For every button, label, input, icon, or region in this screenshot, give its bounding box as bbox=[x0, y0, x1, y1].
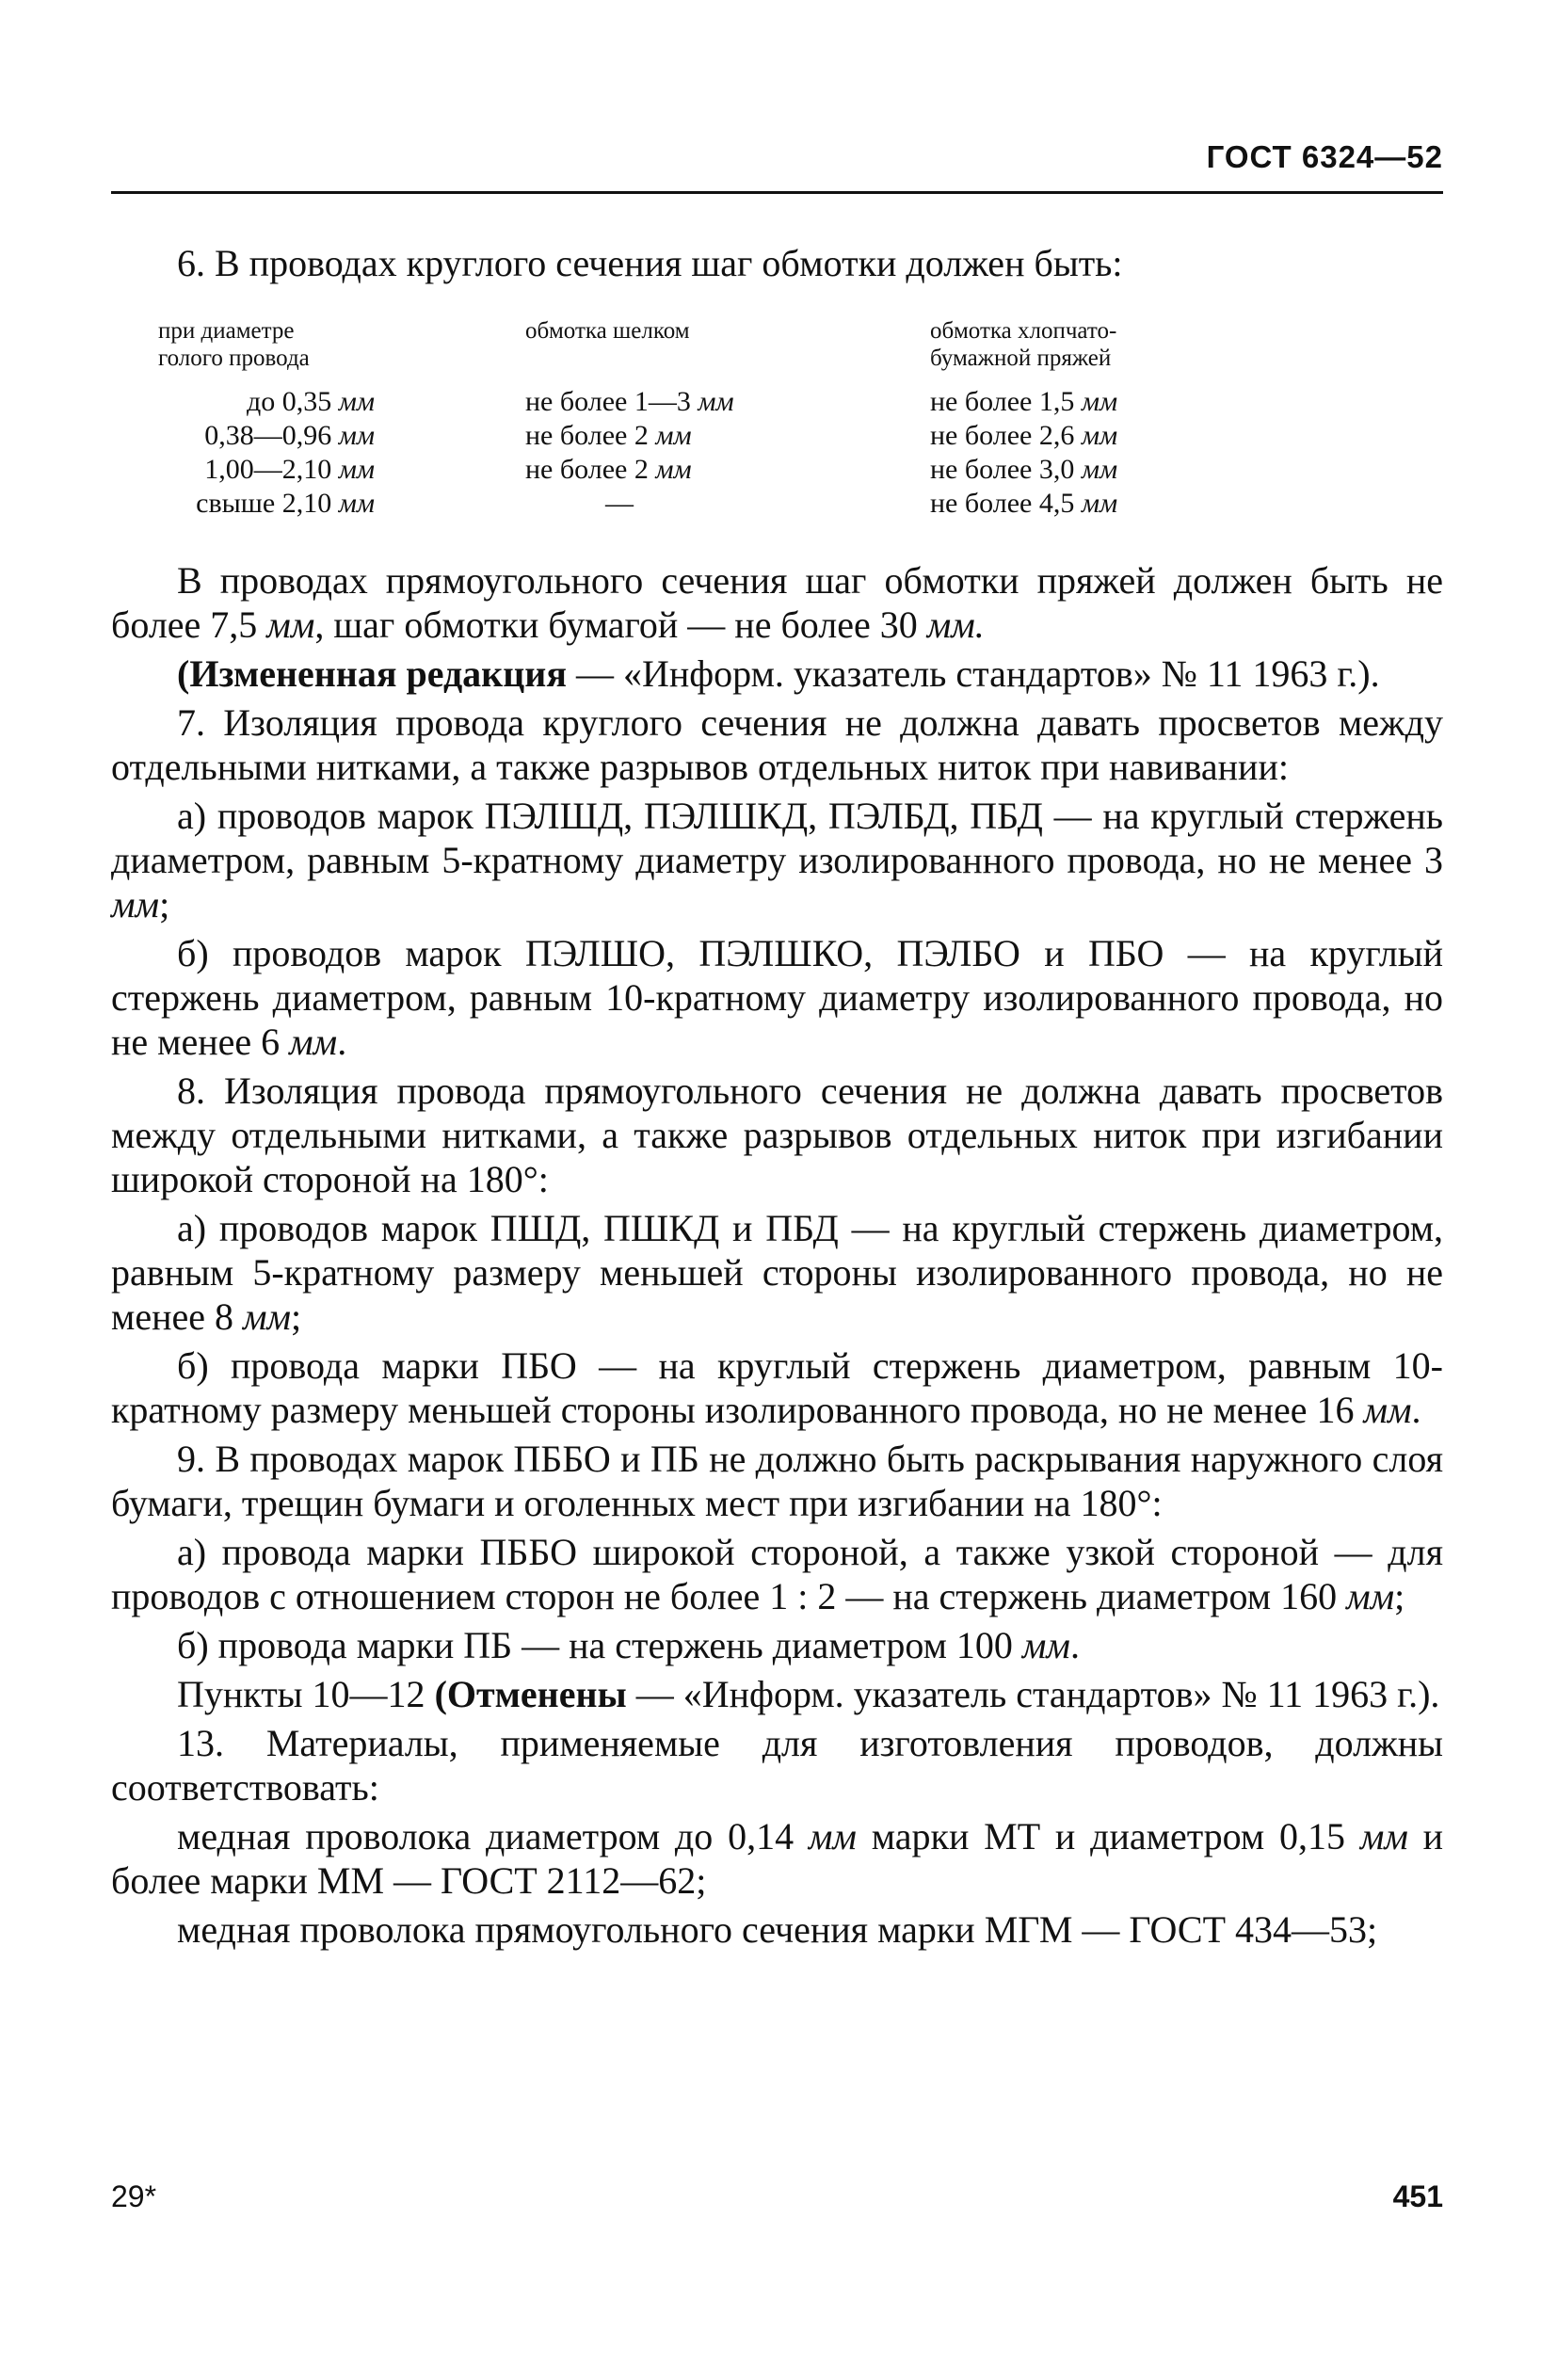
col-cotton-header: обмотка хлопчато- бумажной пряжей bbox=[930, 318, 1117, 371]
item-8-b: б) провода марки ПБО — на круглый стержень диаметром, равным 10-кратному размеру меньшей стороны изолированного провода, но не менее 16 мм. bbox=[111, 1344, 1443, 1431]
table-row: 0,38—0,96 мм не более 2 мм не более 2,6 мм bbox=[204, 420, 1118, 451]
page-number: 451 bbox=[1392, 2179, 1443, 2213]
item-13-material-2: медная проволока прямоугольного сечения марки МГМ — ГОСТ 434—53; bbox=[177, 1908, 1378, 1951]
edit-note-1: (Измененная редакция — «Информ. указатель стандартов» № 11 1963 г.). bbox=[177, 652, 1380, 695]
item-9-intro: 9. В проводах марок ПББО и ПБ не должно быть раскрывания наружного слоя бумаги, трещин бумаги и оголенных мест при изгибании на 180°: bbox=[111, 1438, 1443, 1524]
item-6: 6. В проводах круглого сечения шаг обмотки должен быть: bbox=[177, 242, 1123, 284]
header-rule bbox=[111, 191, 1443, 194]
items-10-12-note: Пункты 10—12 (Отменены — «Информ. указатель стандартов» № 11 1963 г.). bbox=[177, 1673, 1440, 1715]
table-row: 1,00—2,10 мм не более 2 мм не более 3,0 мм bbox=[204, 454, 1118, 485]
col-diameter-header: при диаметре голого провода bbox=[158, 318, 310, 371]
rect-section-paragraph: В проводах прямоугольного сечения шаг обмотки пряжей должен быть не более 7,5 мм, шаг обмотки бумагой — не более 30 мм. bbox=[111, 559, 1443, 646]
item-7-intro: 7. Изоляция провода круглого сечения не должна давать просветов между отдельными нитками, а также разрывов отдельных ниток при навивании: bbox=[111, 701, 1443, 788]
standard-header: ГОСТ 6324—52 bbox=[1206, 139, 1443, 174]
item-13-material-1: медная проволока диаметром до 0,14 мм марки МТ и диаметром 0,15 мм и более марки ММ — ГОСТ 2112—62; bbox=[111, 1815, 1444, 1902]
signature-mark: 29* bbox=[111, 2179, 157, 2213]
col-silk-header: обмотка шелком bbox=[525, 318, 690, 344]
item-9-b: б) провода марки ПБ — на стержень диаметром 100 мм. bbox=[177, 1624, 1080, 1666]
item-7-b: б) проводов марок ПЭЛШО, ПЭЛШКО, ПЭЛБО и ПБО — на круглый стержень диаметром, равным 10-кратному диаметру изолированного провода, но не менее 6 мм. bbox=[111, 932, 1443, 1063]
document-body bbox=[111, 241, 1443, 1956]
table-row: свыше 2,10 мм — не более 4,5 мм bbox=[196, 488, 1118, 519]
winding-pitch-table bbox=[111, 317, 1443, 521]
item-13-intro: 13. Материалы, применяемые для изготовления проводов, должны соответствовать: bbox=[111, 1722, 1443, 1809]
item-9-a: а) провода марки ПББО широкой стороной, а также узкой стороной — для проводов с отношением сторон не более 1 : 2 — на стержень диаметром 160 мм; bbox=[111, 1531, 1443, 1617]
item-8-a: а) проводов марок ПШД, ПШКД и ПБД — на круглый стержень диаметром, равным 5-кратному размеру меньшей стороны изолированного провода, но не менее 8 мм; bbox=[111, 1207, 1443, 1338]
item-7-a: а) проводов марок ПЭЛШД, ПЭЛШКД, ПЭЛБД, ПБД — на круглый стержень диаметром, равным 5-кратному диаметру изолированного провода, но не менее 3 мм; bbox=[111, 795, 1443, 925]
table-header bbox=[111, 317, 1443, 372]
item-8-intro: 8. Изоляция провода прямоугольного сечения не должна давать просветов между отдельными нитками, а также разрывов отдельных ниток при изгибании широкой стороной на 180°: bbox=[111, 1069, 1443, 1200]
table-row: до 0,35 мм не более 1—3 мм не более 1,5 мм bbox=[246, 386, 1118, 417]
document-page bbox=[111, 0, 1443, 2380]
